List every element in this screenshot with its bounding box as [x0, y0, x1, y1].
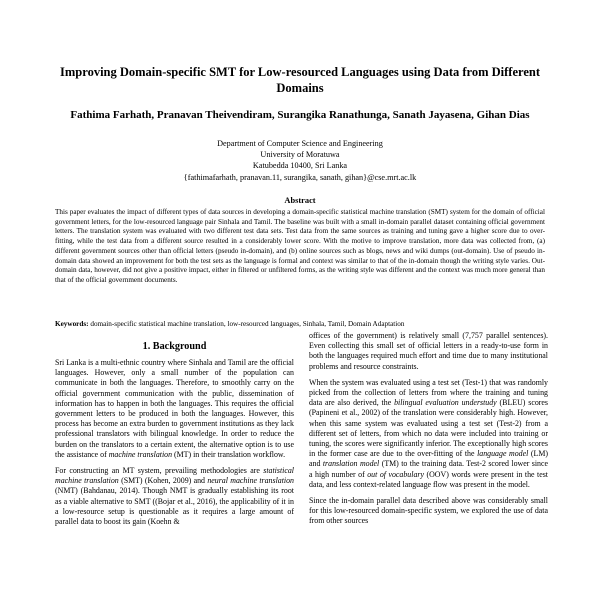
abstract-body: This paper evaluates the impact of different types of data sources in developing a domain-specific statistical machine translation (SMT) system for the domain of official government letters, for the low-resourced language pair Sinhala and Tamil. The baseline was built with a small in-domain parallel dataset containing official government letters. The translation system was evaluated with two different test data sets. Test data from the same sources as training and tuning gave a higher score due to over-fitting, while the test data from a different source resulted in a considerably lower score. With the motive to improve translation, more data was collected from, (a) different government sources other than official letters (pseudo in-domain), and (b) online sources such as blogs, news and wiki dumps (out-domain). Use of pseudo in-domain data showed an improvement for both the test sets as the language is formal and context was similar to that of the in-domain though the writing style varies. Out-domain data, however, did not give a positive impact, either in filtered or unfiltered forms, as the writing style was different and the context was much more general than that of the official government documents.	[55, 208, 545, 284]
paragraph: When the system was evaluated using a test set (Test-1) that was randomly picked from the collection of letters from where the training and tuning data are also derived, the bilingual evaluation understudy (BLEU) scores (Papineni et al., 2002) of the translation were considerably high. However, when this same system was evaluated using a test set (Test-2) from a different set of letters, from which no data were included into training or tuning, the scores were significantly inferior. The exceptionally high scores in the former case are due to the over-fitting of the language model (LM) and translation model (TM) to the training data. Test-2 scored lower since a high number of out of vocabulary (OOV) words were present in the test data, and less context-related language flow was present in the model.	[309, 377, 549, 489]
department: Department of Computer Science and Engineering	[217, 139, 383, 148]
paragraph: Sri Lanka is a multi-ethnic country where Sinhala and Tamil are the official languages. However, only a small number of the population can communicate in both the languages. Therefore, to smoothly carry on the official government communication with the public, dissemination of information has to happen in both the languages. This requires the official government letters to be produced in both the languages. However, this process has become an extra burden to government institutions as they lack professional translators with bilingual knowledge. In order to reduce the burden on the translators to a certain extent, the alternative option is to use the assistance of machine translation (MT) in their translation workflow.	[55, 358, 294, 459]
keywords-label: Keywords:	[55, 320, 89, 328]
paragraph: Since the in-domain parallel data described above was considerably small for this low-resourced domain-specific system, we explored the use of data from other sources	[309, 496, 548, 526]
section-heading-background: 1. Background	[142, 341, 207, 352]
paragraph: For constructing an MT system, prevailing methodologies are statistical machine translation (SMT) (Kohen, 2009) and neural machine translation (NMT) (Bahdanau, 2014). Though NMT is gradually establishing its root as a viable alternative to SMT ((Bojar et al., 2016), the applicability of it in a low-resource setup is questionable as it requires a large amount of parallel data to boost its gain (Koehn &	[55, 466, 294, 527]
abstract-heading: Abstract	[284, 196, 316, 205]
right-column	[309, 331, 548, 533]
university: University of Moratuwa	[260, 150, 340, 160]
keywords-text: domain-specific statistical machine translation, low-resourced languages, Sinhala, Tamil, Domain Adaptation	[90, 320, 405, 328]
paper-title: Improving Domain-specific SMT for Low-resourced Languages using Data from Different Domains	[60, 65, 540, 95]
left-column	[55, 331, 294, 533]
address: Katubedda 10400, Sri Lanka	[252, 161, 348, 171]
author-list: Fathima Farhath, Pranavan Theivendiram, Surangika Ranathunga, Sanath Jayasena, Gihan Dias	[70, 109, 530, 121]
affiliation	[60, 138, 540, 183]
emails: {fathimafarhath, pranavan.11, surangika, sanath, gihan}@cse.mrt.ac.lk	[183, 172, 417, 182]
paragraph: offices of the government) is relatively small (7,757 parallel sentences). Even collecting this small set of official letters in a ready-to-use form in both the languages required much effort and time due to many institutional problems and resource constraints.	[309, 331, 548, 371]
keywords	[55, 320, 545, 330]
